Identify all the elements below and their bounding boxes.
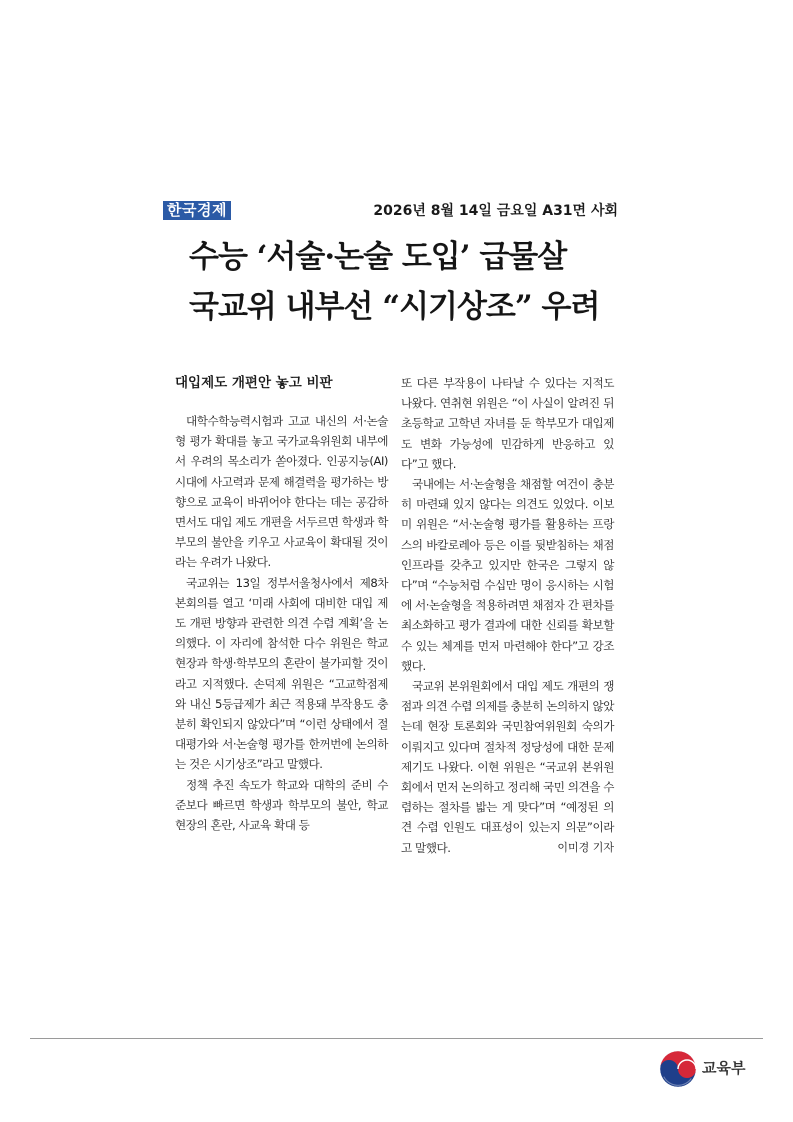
- article-column-right: [401, 373, 614, 858]
- ministry-logo: [659, 1050, 759, 1088]
- taeguk-icon: [659, 1050, 697, 1088]
- article-paragraph-last: [401, 676, 614, 858]
- article-paragraph: 대학수학능력시험과 고교 내신의 서·논술형 평가 확대를 놓고 국가교육위원회 내부에서 우려의 목소리가 쏟아졌다. 인공지능(AI) 시대에 사고력과 문제 해결력을 평가하는 방향으로 교육이 바뀌어야 한다는 데는 공감하면서도 대입 제도 개편을 서두르면 학생과 학부모의 불안을 키우고 사교육이 확대될 것이라는 우려가 나왔다.: [175, 414, 388, 570]
- headline-line-1: 수능 ‘서술·논술 도입’ 급물살: [189, 239, 567, 275]
- headline-line-2: 국교위 내부선 “시기상조” 우려: [189, 289, 600, 325]
- article-paragraph: 국내에는 서·논술형을 채점할 여건이 충분히 마련돼 있지 않다는 의견도 있었다. 이보미 위원은 “서·논술형 평가를 활용하는 프랑스의 바칼로레아 등은 이를 뒷받침하는 채점 인프라를 갖추고 있지만 한국은 그렇지 않다”며 “수능처럼 수십만 명이 응시하는 시험에 서·논술형을 적용하려면 채점자 간 편차를 최소화하고 평가 결과에 대한 신뢰를 확보할 수 있는 체계를 먼저 마련해야 한다”고 강조했다.: [401, 477, 614, 673]
- newspaper-masthead: 한국경제: [163, 201, 231, 220]
- article-paragraph-continued: 또 다른 부작용이 나타날 수 있다는 지적도 나왔다. 연취현 위원은 “이 사실이 알려진 뒤 초등학교 고학년 자녀를 둔 학부모가 대입제도 변화 가능성에 민감하게 반응하고 있다”고 했다.: [401, 376, 614, 471]
- article-headline: [189, 232, 609, 332]
- article-paragraph-text: 국교위 본위원회에서 대입 제도 개편의 쟁점과 의견 수렴 의제를 충분히 논의하지 않았는데 현장 토론회와 국민참여위원회 숙의가 이뤄지고 있다며 절차적 정당성에 대한 문제 제기도 나왔다. 이현 위원은 “국교위 본위원회에서 먼저 논의하고 정리해 국민 의견을 수렴하는 절차를 밟는 게 맞다”며 “예정된 의견 수렴 인원도 대표성이 있는지 의문”이라고 말했다.: [401, 679, 614, 855]
- article-paragraph: 국교위는 13일 정부서울청사에서 제8차 본회의를 열고 ‘미래 사회에 대비한 대입 제도 개편 방향과 관련한 의견 수렴 계획’을 논의했다. 이 자리에 참석한 다수 위원은 학교 현장과 학생·학부모의 혼란이 불가피할 것이라고 지적했다. 손덕제 위원은 “고교학점제와 내신 5등급제가 최근 적용돼 부작용도 충분히 확인되지 않았다”며 “이런 상태에서 절대평가와 서·논술형 평가를 한꺼번에 논의하는 것은 시기상조”라고 말했다.: [175, 575, 388, 772]
- publication-dateline: 2026년 8월 14일 금요일 A31면 사회: [373, 203, 618, 219]
- article-paragraph: 정책 추진 속도가 학교와 대학의 준비 수준보다 빠르면 학생과 학부모의 불안, 학교 현장의 혼란, 사교육 확대 등: [175, 777, 388, 833]
- newspaper-clipping: [163, 198, 618, 898]
- article-subhead: 대입제도 개편안 놓고 비판: [175, 375, 333, 391]
- article-column-left: [175, 411, 388, 835]
- ministry-name: 교육부: [702, 1059, 746, 1077]
- footer-divider: [30, 1038, 763, 1039]
- article-byline: 이미경 기자: [557, 840, 614, 854]
